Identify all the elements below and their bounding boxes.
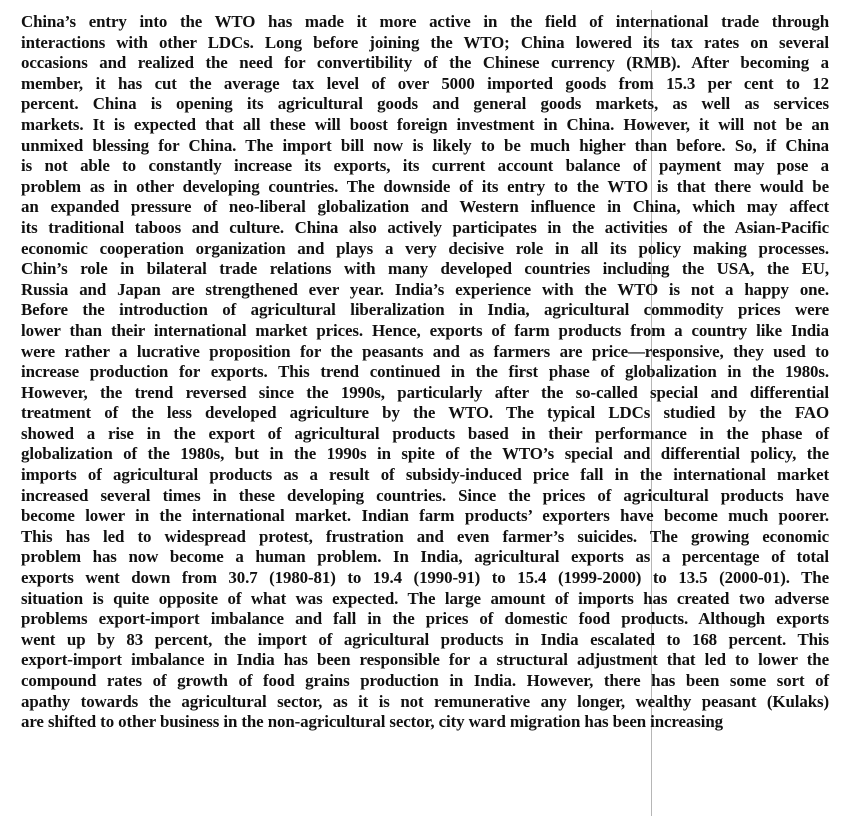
text-line: increase production for exports. This trend continued in the first phase of globalization in the 1980s. [21, 362, 829, 382]
body-paragraph [21, 12, 829, 733]
text-line: compound rates of growth of food grains production in India. However, there has been some sort of [21, 671, 829, 690]
text-line: percent. China is opening its agricultural goods and general goods markets, as well as services [21, 94, 829, 114]
text-line: are shifted to other business in the non-agricultural sector, city ward migration has been increasing [21, 712, 723, 732]
text-line: an expanded pressure of neo-liberal globalization and Western influence in China, which may affect [21, 197, 829, 217]
text-line: situation is quite opposite of what was expected. The large amount of imports has created two adverse [21, 588, 829, 608]
text-line: Chin’s role in bilateral trade relations with many developed countries including the USA, the EU, [21, 259, 829, 279]
text-line: Before the introduction of agricultural liberalization in India, agricultural commodity prices were [21, 300, 829, 320]
text-line: increased several times in these developing countries. Since the prices of agricultural products have [21, 485, 829, 505]
text-line: lower than their international market prices. Hence, exports of farm products from a country like India [21, 320, 829, 340]
text-line: markets. It is expected that all these will boost foreign investment in China. However, it will not be an [21, 114, 829, 134]
text-line: unmixed blessing for China. The import bill now is likely to be much higher than before. So, if China [21, 135, 829, 155]
text-line: apathy towards the agricultural sector, as it is not remunerative any longer, wealthy peasant (Kulaks) [21, 691, 829, 711]
text-line: member, it has cut the average tax level of over 5000 imported goods from 15.3 per cent to 12 [21, 73, 829, 93]
text-line: its traditional taboos and culture. China also actively participates in the activities of the Asian-Pacific [21, 217, 829, 237]
text-line: problems export-import imbalance and fall in the prices of domestic food products. Although exports [21, 609, 829, 629]
text-line: economic cooperation organization and plays a very decisive role in all its policy making processes. [21, 238, 829, 258]
text-line: problem has now become a human problem. In India, agricultural exports as a percentage of total [21, 547, 829, 567]
text-line: occasions and realized the need for convertibility of the Chinese currency (RMB). After becoming a [21, 53, 829, 73]
text-line: treatment of the less developed agriculture by the WTO. The typical LDCs studied by the FAO [21, 403, 829, 423]
text-line: went up by 83 percent, the import of agricultural products in India escalated to 168 percent. This [21, 629, 829, 649]
text-line: showed a rise in the export of agricultural products based in their performance in the phase of [21, 423, 829, 443]
text-line: export-import imbalance in India has been responsible for a structural adjustment that led to lower the [21, 650, 829, 670]
text-line: This has led to widespread protest, frustration and even farmer’s suicides. The growing economic [21, 526, 829, 546]
text-line: interactions with other LDCs. Long before joining the WTO; China lowered its tax rates on several [21, 32, 829, 52]
text-line: were rather a lucrative proposition for the peasants and as farmers are price—responsive, they used to [21, 341, 829, 361]
text-line: become lower in the international market. Indian farm products’ exporters have become much poorer. [21, 506, 829, 526]
text-line: exports went down from 30.7 (1980-81) to 19.4 (1990-91) to 15.4 (1999-2000) to 13.5 (2000-01). The [21, 568, 829, 588]
text-line: However, the trend reversed since the 1990s, particularly after the so-called special and differential [21, 382, 829, 402]
text-line: Russia and Japan are strengthened ever year. India’s experience with the WTO is not a happy one. [21, 279, 829, 299]
text-line: imports of agricultural products as a result of subsidy-induced price fall in the international market [21, 465, 829, 485]
text-line: China’s entry into the WTO has made it more active in the field of international trade through [21, 12, 829, 31]
text-line: is not able to constantly increase its exports, its current account balance of payment may pose a [21, 156, 829, 176]
text-line: problem as in other developing countries. The downside of its entry to the WTO is that there would be [21, 176, 829, 196]
text-line: globalization of the 1980s, but in the 1990s in spite of the WTO’s special and differential policy, the [21, 444, 829, 464]
